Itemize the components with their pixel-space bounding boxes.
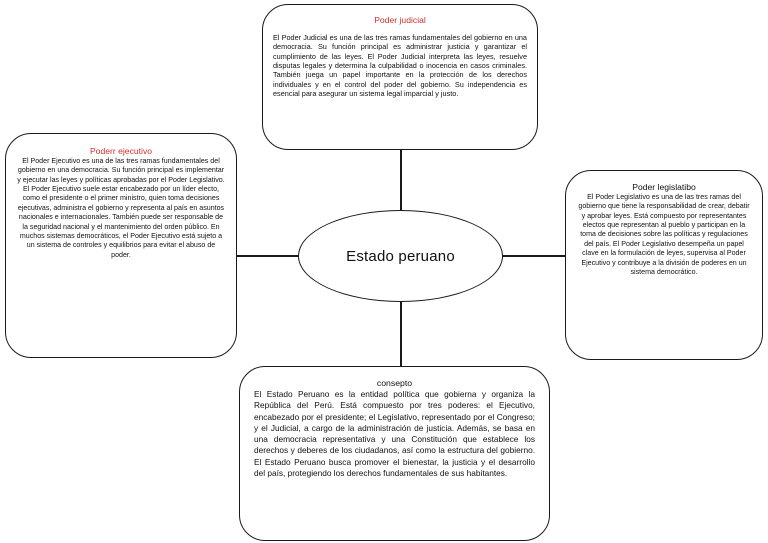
- legislativo-text: El Poder Legislativo es una de las tres ramas del gobierno que tiene la responsabilidad de crear, debatir y aprobar leyes. Está compuesto por representantes electos que representan al pueblo y participan en la toma de decisiones sobre las políticas y regulaciones del país. El Poder Legislativo desempeña un papel clave en la formulación de leyes, supervisa al Poder Ejecutivo y contribuye a la división de poderes en un sistema democrático.: [578, 193, 750, 276]
- box-poder-ejecutivo: [5, 133, 237, 358]
- box-concepto: [239, 366, 550, 541]
- box-poder-legislativo: [565, 170, 763, 360]
- ejecutivo-text: El Poder Ejecutivo es una de las tres ramas fundamentales del gobierno en una democracia. Su función principal es implementar y ejecutar las leyes y políticas aprobadas por el Poder Legislativo. El Poder Ejecutivo suele estar encabezado por un líder electo, como el presidente o el primer ministro, quien toma decisiones ejecutivas, administra el gobierno y representa al país en asuntos nacionales e internacionales. También puede ser responsable de la seguridad nacional y el mantenimiento del orden público. En muchos sistemas democráticos, el Poder Ejecutivo está sujeto a un sistema de controles y equilibrios para evitar el abuso de poder.: [17, 157, 225, 259]
- concepto-text: El Estado Peruano es la entidad política que gobierna y organiza la República del Perú. Está compuesto por tres poderes: el Ejecutivo, encabezado por el presidente; el Legislativo, representado por el Congreso; y el Judicial, a cargo de la administración de justicia. Además, se basa en una democracia representativa y una Constitución que establece los derechos y deberes de los ciudadanos, así como la estructura del gobierno. El Estado Peruano busca promover el bienestar, la justicia y el desarrollo del país, protegiendo los derechos fundamentales de sus habitantes.: [254, 389, 535, 478]
- legislativo-title: Poder legislatibo: [632, 182, 696, 192]
- center-node-estado-peruano: [298, 210, 503, 302]
- judicial-text: El Poder Judicial es una de las tres ramas fundamentales del gobierno en una democracia. Su función principal es administrar justicia y garantizar el cumplimiento de las leyes. El Poder Judicial interpreta las leyes, resuelve disputas legales y determina la culpabilidad o inocencia en casos criminales. También juega un papel importante en la protección de los derechos individuales y en el control del poder del gobierno. Su independencia es esencial para asegurar un sistema legal imparcial y justo.: [273, 33, 527, 98]
- box-poder-judicial: [262, 4, 538, 150]
- concepto-title: consepto: [376, 378, 413, 388]
- judicial-title: Poder judicial: [374, 15, 426, 25]
- center-label: Estado peruano: [346, 247, 455, 265]
- ejecutivo-title: Poderr ejecutivo: [89, 146, 153, 156]
